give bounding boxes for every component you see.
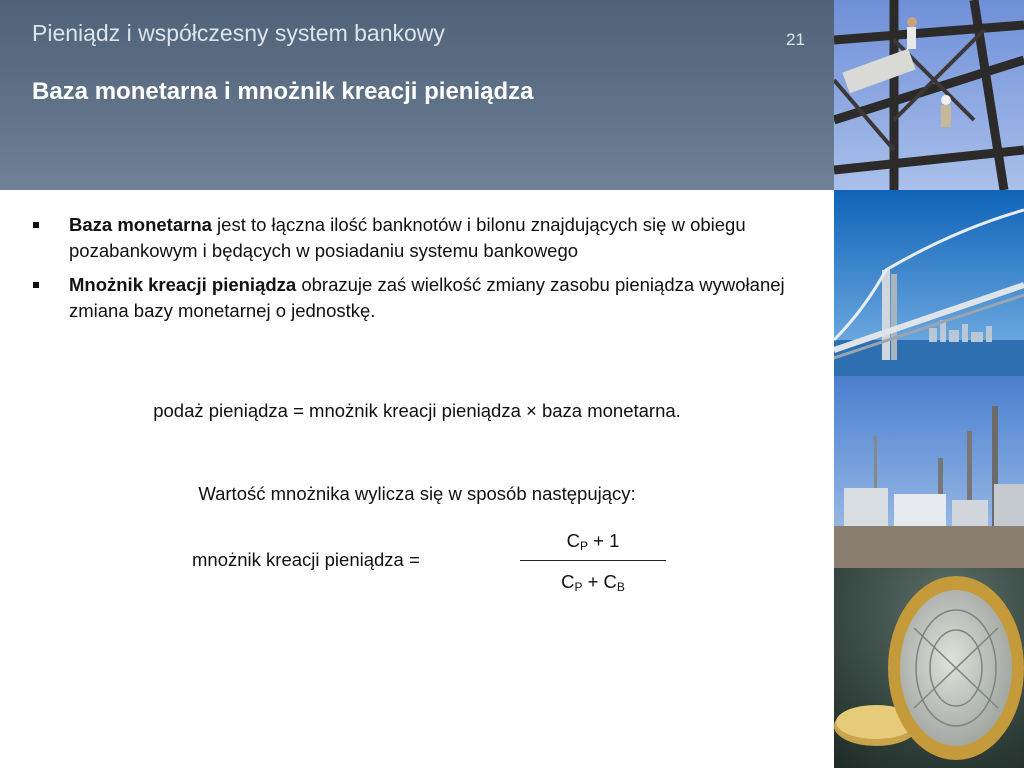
refinery-photo — [834, 376, 1024, 568]
multiplier-intro: Wartość mnożnika wylicza się w sposób następujący: — [198, 483, 636, 504]
fraction-bar — [520, 560, 666, 561]
photo-strip — [834, 0, 1024, 768]
construction-photo — [834, 0, 1024, 190]
page-number: 21 — [786, 30, 805, 49]
coins-photo — [834, 568, 1024, 768]
fraction-denominator: $C_P + C_B$ — [561, 571, 625, 594]
money-supply-formula: podaż pieniądza = mnożnik kreacji pieniądza × baza monetarna. — [153, 400, 681, 421]
bridge-photo — [834, 190, 1024, 376]
bullet-term: Baza monetarna — [69, 214, 212, 235]
bullet-text: obrazuje zaś wielkość zmiany zasobu pieniądza wywołanej zmiana bazy monetarnej o jednostkę. — [69, 274, 785, 321]
slide-subtitle: Pieniądz i współczesny system bankowy — [32, 20, 445, 46]
slide-header — [0, 0, 834, 190]
bullet-square-icon — [33, 282, 39, 288]
bullet-item — [30, 272, 790, 324]
bullet-term: Mnożnik kreacji pieniądza — [69, 274, 297, 295]
multiplier-fraction — [520, 528, 666, 595]
bullet-text: jest to łączna ilość banknotów i bilonu znajdujących się w obiegu pozabankowym i będących w posiadaniu systemu bankowego — [69, 214, 746, 261]
fraction-label: mnożnik kreacji pieniądza = — [192, 549, 420, 570]
bullet-square-icon — [33, 222, 39, 228]
slide-title: Baza monetarna i mnożnik kreacji pieniądza — [32, 78, 534, 105]
bullet-list — [30, 212, 790, 332]
fraction-numerator: $C_P + 1$ — [566, 530, 620, 553]
bullet-item — [30, 212, 790, 264]
